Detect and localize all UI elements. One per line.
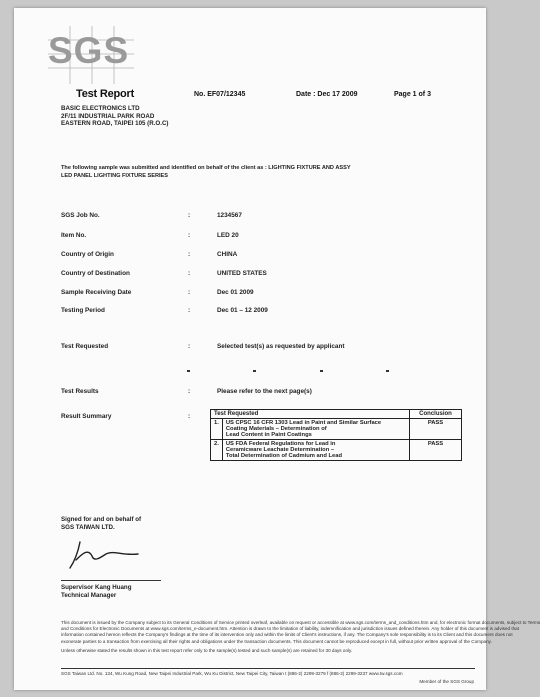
signatory bbox=[61, 584, 131, 599]
field-label: Country of Origin bbox=[61, 251, 114, 258]
company-name: SGS TAIWAN LTD. bbox=[61, 523, 115, 531]
field-label: Testing Period bbox=[61, 307, 105, 314]
sample-statement: The following sample was submitted and identified on behalf of the client as : LIGHTING FIXTURE AND ASSY LED PANEL LIGHTING FIXTURE SERIES bbox=[61, 165, 351, 179]
footer-terms: This document is issued by the Company subject to its General Conditions of Service printed overleaf, available on request or accessible at www.sgs.com/terms_and_conditions.htm and, for electronic format documents, subject to Terms and Conditions for Electronic Documents at www.sgs.com/terms_e-document.htm. Attention is drawn to the limitation of liability, indemnification and jurisdiction issues defined therein. Any holder of this document is advised that information contained hereon reflects the Company's findings at the time of its intervention only and within the limits of Client's instructions, if any. The Company's sole responsibility is to its Client and this document does not exonerate parties to a transaction from exercising all their rights and obligations under the transaction documents. This document cannot be reproduced except in full, without prior written approval of the Company. Unless otherwise stated the results shown in this test report refer only to the sample(s) tested and such sample(s) are retained for 30 days only. bbox=[61, 620, 540, 653]
field-value: Dec 01 – 12 2009 bbox=[217, 307, 268, 314]
field-value: Please refer to the next page(s) bbox=[217, 388, 312, 395]
signature-line bbox=[61, 580, 161, 581]
separator-dot bbox=[386, 370, 389, 372]
table-row: 2. US FDA Federal Regulations for Lead in Ceramicware Leachate Determination – Total Determination of Cadmium and Lead PASS bbox=[211, 440, 462, 461]
field-value: UNITED STATES bbox=[217, 270, 267, 277]
field-value: Dec 01 2009 bbox=[217, 289, 254, 296]
separator-dot bbox=[253, 370, 256, 372]
logo-text: SGS bbox=[48, 30, 130, 71]
field-label: Sample Receiving Date bbox=[61, 289, 132, 296]
signed-for-text: Signed for and on behalf of bbox=[61, 516, 142, 523]
field-value: Selected test(s) as requested by applicant bbox=[217, 343, 345, 350]
field-value: CHINA bbox=[217, 251, 238, 258]
signoff-block bbox=[61, 516, 141, 531]
table-row: 1. US CPSC 16 CFR 1303 Lead in Paint and Similar Surface Coating Materials – Determination of Lead Content in Paint Coatings PASS bbox=[211, 419, 462, 440]
separator-dot bbox=[187, 370, 190, 372]
conclusion-cell: PASS bbox=[410, 419, 462, 440]
report-number: No. EF07/12345 bbox=[194, 91, 246, 98]
column-header: Conclusion bbox=[410, 410, 462, 419]
footer-address: SGS Taiwan Ltd. No. 134, Wu Kung Road, New Taipei Industrial Park, Wu Ku District, New Taipei City, Taiwan t (886-2) 2299-3279 f (886-2) 2299-3237 www.tw.sgs.com bbox=[61, 671, 403, 676]
footer-divider bbox=[61, 668, 475, 669]
field-label: Country of Destination bbox=[61, 270, 130, 277]
report-page: SGS Test Report No. EF07/12345 Date : Dec 17 2009 Page 1 of 3 BASIC ELECTRONICS LTD 2F/11 INDUSTRIAL PARK ROAD EASTERN ROAD, TAIPEI 105 (R.O.C) The following sample was submitted and identified on behalf of the client as : LIGHTING FIXTURE AND ASSY LED PANEL LIGHTING FIXTURE SERIES SGS Job No. : 1234567 Item No. : LED 20 Country of Origin : CHINA Country of Destination : UNITED STATES Sample Receiving Date : Dec 01 2009 Testing Period : Dec 01 – 12 2009 Test Requested : Selected test(s) as requested by applicant Test Results : Please refer to the next page(s) Result Summary : Test Requested Conclusion 1. US CPSC 16 CFR 1303 Lead in Paint and Similar Surface Coating Materials – Determination of Lead Content in Paint Coatings PASS 2. US FDA Federal Regulations for Lead in Ceramicware Leachate Determination – Total Determination of Cadmium and Lead PASS Signed for and on behalf of SGS TAIWAN LTD. Supervisor Kang Huang Technical Manager This document is issued by the Company subject to its General Conditions of Service printed overleaf, available on request or accessible at www.sgs.com/terms_and_conditions.htm and, for electronic format documents, subject to Terms and Conditions for Electronic Documents at www.sgs.com/terms_e-document.htm. Attention is drawn to the limitation of liability, indemnification and jurisdiction issues defined therein. Any holder of this document is advised that information contained hereon reflects the Company's findings at the time of its intervention only and within the limits of Client's instructions, if any. The Company's sole responsibility is to its Client and this document does not exonerate parties to a transaction from exercising all their rights and obligations under the transaction documents. This document cannot be reproduced except in full, without prior written approval of the Company. Unless otherwise stated the results shown in this test report refer only to the sample(s) tested and such sample(s) are retained for 30 days only. SGS Taiwan Ltd. No. 134, Wu Kung Road, New Taipei Industrial Park, Wu Ku District, New Taipei City, Taiwan t (886-2) 2299-3279 f (886-2) 2299-3237 www.tw.sgs.com Member of the SGS Group bbox=[14, 8, 486, 690]
column-header: Test Requested bbox=[211, 410, 410, 419]
field-label: SGS Job No. bbox=[61, 212, 100, 219]
field-value: LED 20 bbox=[217, 232, 239, 239]
page-number: Page 1 of 3 bbox=[394, 91, 431, 98]
footer-member: Member of the SGS Group bbox=[419, 679, 474, 684]
address-line: BASIC ELECTRONICS LTD bbox=[61, 105, 140, 112]
field-value: 1234567 bbox=[217, 212, 242, 219]
conclusion-cell: PASS bbox=[410, 440, 462, 461]
signatory-title: Technical Manager bbox=[61, 591, 117, 599]
field-label: Item No. bbox=[61, 232, 87, 239]
signatory-name: Supervisor Kang Huang bbox=[61, 584, 132, 591]
report-title: Test Report bbox=[76, 88, 135, 100]
report-date: Date : Dec 17 2009 bbox=[296, 91, 358, 98]
address-line: 2F/11 INDUSTRIAL PARK ROAD bbox=[61, 112, 155, 120]
separator-dot bbox=[320, 370, 323, 372]
address-line: EASTERN ROAD, TAIPEI 105 (R.O.C) bbox=[61, 120, 169, 128]
field-label: Test Requested bbox=[61, 343, 109, 350]
signature-icon bbox=[66, 538, 146, 574]
field-label: Result Summary bbox=[61, 413, 112, 420]
sgs-logo bbox=[48, 26, 134, 84]
table-header-row bbox=[211, 410, 462, 419]
field-label: Test Results bbox=[61, 388, 99, 395]
applicant-address bbox=[61, 105, 169, 128]
result-summary-table bbox=[210, 409, 462, 461]
